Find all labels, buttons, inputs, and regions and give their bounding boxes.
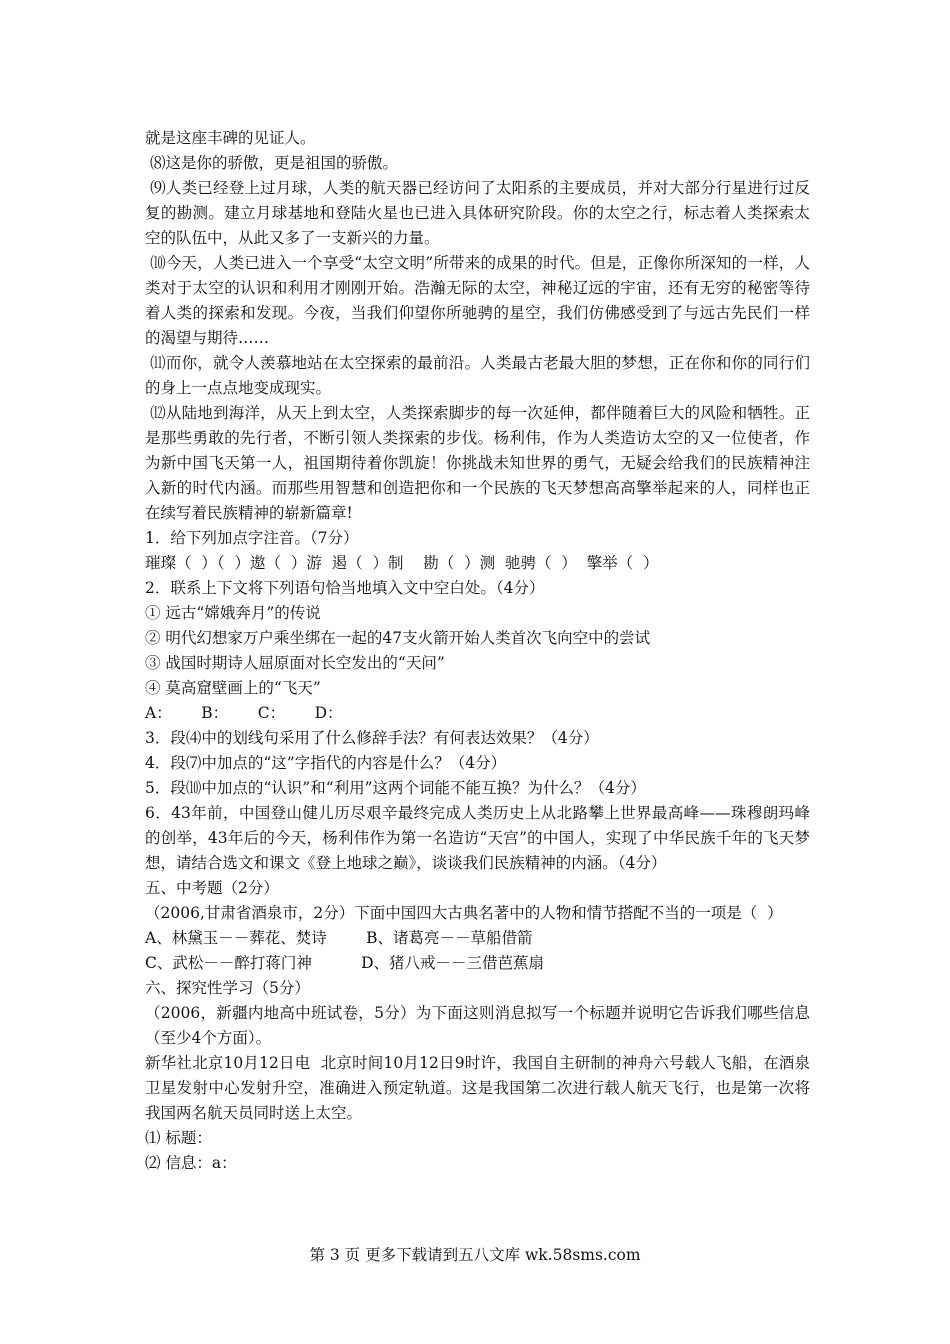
paragraph-11: ⑾而你，就令人羡慕地站在太空探索的最前沿。人类最古老最大胆的梦想，正在你和你的同行们的身上一点点地变成现实。	[145, 354, 810, 397]
paragraph-12: ⑿从陆地到海洋，从天上到太空，人类探索脚步的每一次延伸，都伴随着巨大的风险和牺牲。正是那些勇敢的先行者，不断引领人类探索的步伐。杨利伟，作为人类造访太空的又一位使者，作为新中国飞天第一人，祖国期待着你凯旋！你挑战未知世界的勇气，无疑会给我们的民族精神注入新的时代内涵。而那些用智慧和创造把你和一个民族的飞天梦想高高擎举起来的人，同样也正在续写着民族精神的崭新篇章!	[145, 404, 810, 522]
question-2: 2．联系上下文将下列语句恰当地填入文中空白处。（4分）	[145, 579, 545, 597]
question-1: 1．给下列加点字注音。（7分）	[145, 529, 359, 547]
section-5-question: （2006,甘肃省酒泉市，2分）下面中国四大古典名著中的人物和情节搭配不当的一项是（ ）	[145, 904, 783, 922]
question-3: 3．段⑷中的划线句采用了什么修辞手法？有何表达效果？（4分）	[145, 729, 599, 747]
option-2: ② 明代幻想家万户乘坐绑在一起的47支火箭开始人类首次飞向空中的尝试	[145, 629, 651, 647]
answer-title: ⑴ 标题：	[145, 1129, 212, 1147]
question-6: 6．43年前，中国登山健儿历尽艰辛最终完成人类历史上从北路攀上世界最高峰——珠穆朗玛峰的创举，43年后的今天，杨利伟作为第一名造访“天宫”的中国人，实现了中华民族千年的飞天梦想，请结合选文和课文《登上地球之巅》，谈谈我们民族精神的内涵。（4分）	[145, 804, 810, 872]
question-1-items: 璀璨（ ）（ ）遨（ ）游 遏（ ）制 勘（ ）测 驰骋（ ） 擎举（ ）	[145, 554, 659, 572]
paragraph-8: ⑻这是你的骄傲，更是祖国的骄傲。	[145, 154, 398, 172]
section-6-question: （2006，新疆内地高中班试卷，5分）为下面这则消息拟写一个标题并说明它告诉我们哪些信息（至少4个方面）。	[145, 1004, 810, 1047]
page-footer: 第 3 页 更多下载请到五八文库 wk.58sms.com	[309, 1246, 641, 1264]
option-4: ④ 莫高窟壁画上的“飞天”	[145, 679, 321, 697]
section-6-heading: 六、探究性学习（5分）	[145, 979, 310, 997]
option-1: ① 远古“嫦娥奔月”的传说	[145, 604, 321, 622]
paragraph-9: ⑼人类已经登上过月球，人类的航天器已经访问了太阳系的主要成员，并对大部分行星进行过反复的勘测。建立月球基地和登陆火星也已进入具体研究阶段。你的太空之行，标志着人类探索太空的队伍中，从此又多了一支新兴的力量。	[145, 179, 810, 247]
question-4: 4．段⑺中加点的“这”字指代的内容是什么？（4分）	[145, 754, 507, 772]
paragraph-line: 就是这座丰碑的见证人。	[145, 129, 316, 147]
section-5-heading: 五、中考题（2分）	[145, 879, 279, 897]
question-5: 5．段⑽中加点的“认识”和“利用”这两个词能不能互换？为什么？（4分）	[145, 779, 646, 797]
choice-row-ab: A、林黛玉－－葬花、焚诗 B、诸葛亮－－草船借箭	[145, 929, 533, 947]
answer-info: ⑵ 信息：a：	[145, 1154, 237, 1172]
news-text: 新华社北京10月12日电 北京时间10月12日9时许，我国自主研制的神舟六号载人飞船，在酒泉卫星发射中心发射升空，准确进入预定轨道。这是我国第二次进行载人航天飞行，也是第一次将我国两名航天员同时送上太空。	[145, 1054, 810, 1122]
option-3: ③ 战国时期诗人屈原面对长空发出的“天问”	[145, 654, 445, 672]
answer-slots: A： B： C： D：	[145, 704, 343, 722]
paragraph-10: ⑽今天，人类已进入一个享受“太空文明”所带来的成果的时代。但是，正像你所深知的一样，人类对于太空的认识和利用才刚刚开始。浩瀚无际的太空，神秘辽远的宇宙，还有无穷的秘密等待着人类的探索和发现。今夜，当我们仰望你所驰骋的星空，我们仿佛感受到了与远古先民们一样的渴望与期待……	[145, 254, 810, 347]
choice-row-cd: C、武松－－醉打蒋门神 D、猪八戒－－三借芭蕉扇	[145, 954, 545, 972]
document-body	[145, 126, 810, 1176]
